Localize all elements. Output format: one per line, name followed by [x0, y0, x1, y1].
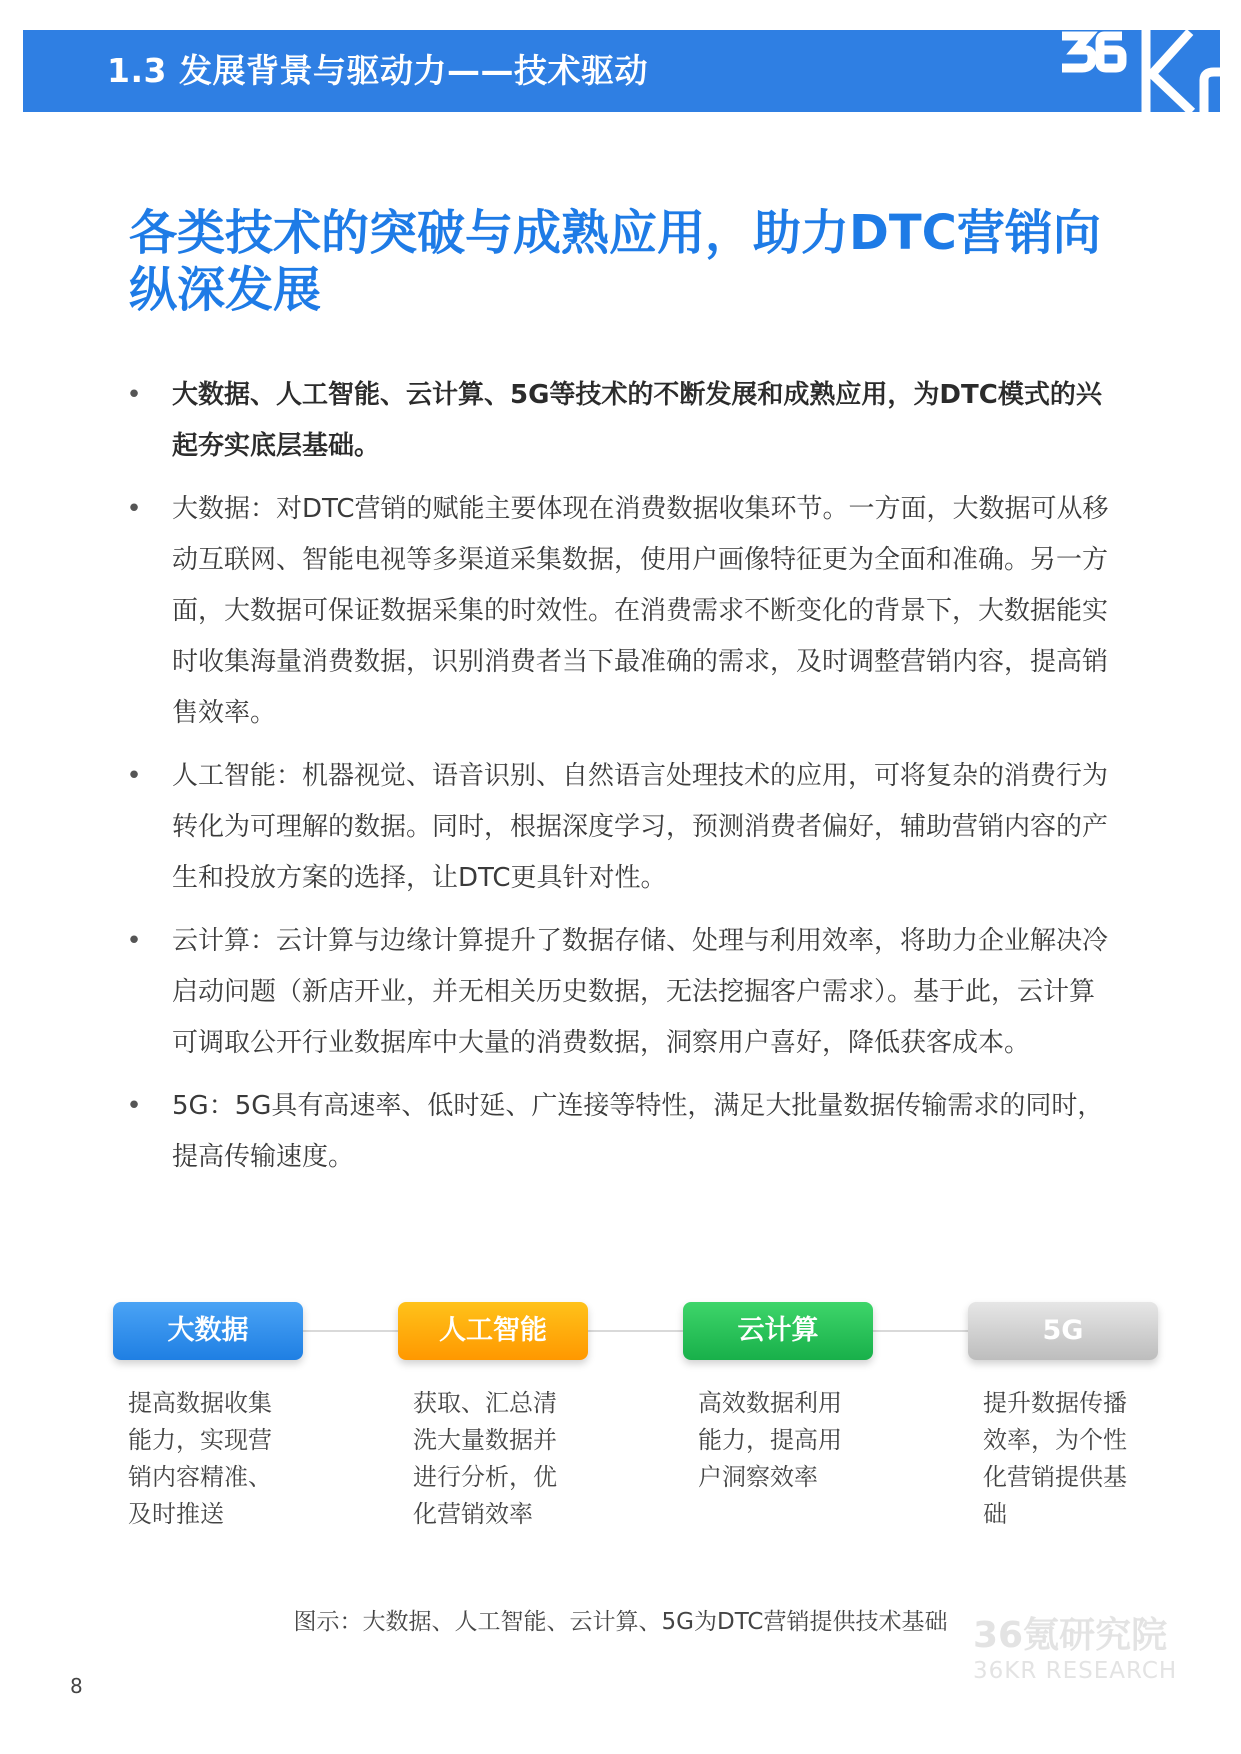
watermark-cn: 36氪研究院 — [973, 1615, 1168, 1656]
bullet-text: 大数据、人工智能、云计算、5G等技术的不断发展和成熟应用，为DTC模式的兴起夯实底层基础。 — [172, 380, 1102, 461]
tech-desc-ai: 获取、汇总清洗大量数据并进行分析，优化营销效率 — [413, 1389, 557, 1528]
bullet-text: 人工智能：机器视觉、语音识别、自然语言处理技术的应用，可将复杂的消费行为转化为可理解的数据。同时，根据深度学习，预测消费者偏好，辅助营销内容的产生和投放方案的选择，让DTC更具针对性。 — [172, 761, 1109, 893]
bullet-marker: • — [126, 494, 142, 524]
tech-pill-cloud: 云计算 — [683, 1302, 873, 1360]
figure-caption: 图示：大数据、人工智能、云计算、5G为DTC营销提供技术基础 — [293, 1609, 948, 1635]
bullet-marker: • — [126, 380, 142, 410]
section-title: 1.3 发展背景与驱动力——技术驱动 — [107, 51, 648, 90]
list-item — [124, 751, 1114, 904]
bullet-marker: • — [126, 761, 142, 791]
tech-desc-big-data: 提高数据收集能力，实现营销内容精准、及时推送 — [128, 1389, 272, 1528]
list-item — [124, 916, 1114, 1069]
headline: 各类技术的突破与成熟应用，助力DTC营销向纵深发展 — [129, 205, 1101, 318]
list-item — [124, 370, 1114, 472]
tech-pill-5g: 5G — [968, 1302, 1158, 1360]
list-item — [124, 484, 1114, 739]
bullet-text: 5G：5G具有高速率、低时延、广连接等特性，满足大批量数据传输需求的同时，提高传输速度。 — [172, 1091, 1104, 1172]
tech-desc-5g: 提升数据传播效率，为个性化营销提供基础 — [983, 1389, 1127, 1528]
bullet-marker: • — [126, 926, 142, 956]
36kr-logo — [1058, 28, 1222, 112]
list-item — [124, 1081, 1114, 1183]
bullet-marker: • — [126, 1091, 142, 1121]
bullet-text: 云计算：云计算与边缘计算提升了数据存储、处理与利用效率，将助力企业解决冷启动问题（新店开业，并无相关历史数据，无法挖掘客户需求）。基于此，云计算可调取公开行业数据库中大量的消费数据，洞察用户喜好，降低获客成本。 — [172, 926, 1109, 1058]
watermark-en: 36KR RESEARCH — [973, 1658, 1178, 1684]
page-number: 8 — [70, 1674, 83, 1698]
header-bar — [23, 30, 1220, 112]
tech-pill-big-data: 大数据 — [113, 1302, 303, 1360]
bullet-list — [124, 370, 1114, 1195]
watermark — [973, 1615, 1203, 1685]
bullet-text: 大数据：对DTC营销的赋能主要体现在消费数据收集环节。一方面，大数据可从移动互联网、智能电视等多渠道采集数据，使用户画像特征更为全面和准确。另一方面，大数据可保证数据采集的时效性。在消费需求不断变化的背景下，大数据能实时收集海量消费数据，识别消费者当下最准确的需求，及时调整营销内容，提高销售效率。 — [172, 494, 1109, 728]
tech-desc-cloud: 高效数据利用能力，提高用户洞察效率 — [698, 1389, 842, 1491]
tech-pill-ai: 人工智能 — [398, 1302, 588, 1360]
